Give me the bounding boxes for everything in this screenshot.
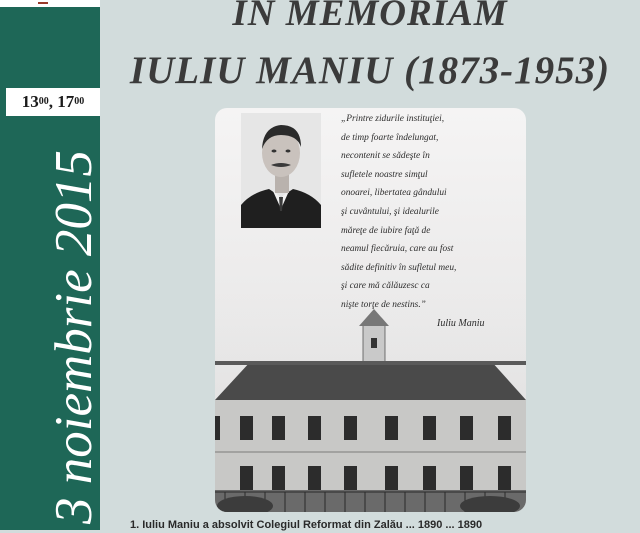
quote-line: măreţe de iubire faţă de [341,225,431,236]
quote-line: de timp foarte îndelungat, [341,132,439,143]
quote-line: neamul fiecăruia, care au fost [341,244,454,255]
quote-line: necontenit se sădeşte în [341,151,430,162]
quote-line: „Printre zidurile instituţiei, [341,114,445,124]
footnote: 1. Iuliu Maniu a absolvit Colegiul Reformat din Zalău ... 1890 ... 1890 [130,519,483,531]
logo-mark [38,2,48,4]
time-separator: , 17 [48,92,75,111]
event-date: 3 noiembrie 2015 [45,150,103,524]
time-main: 13 [21,92,39,111]
time-badge [6,88,100,116]
portrait-photo [241,113,321,228]
quote-line: nişte torţe de nestins.” [341,299,426,310]
quote-text [341,110,526,315]
sidebar [0,0,103,530]
logo-strip [0,0,100,7]
time-sup-1: 00 [38,95,49,107]
memorial-card [215,108,526,512]
quote-line: onoarei, libertatea gândului [341,188,447,199]
quote-line: şi cuvântului, şi idealurile [341,206,439,217]
quote-line: sufletele noastre simţul [341,169,428,180]
quote-line: sădite definitiv în sufletul meu, [341,262,457,273]
time-sup-2: 00 [74,95,85,107]
title-line-2: IULIU MANIU (1873-1953) [129,49,611,92]
title-line-1: IN MEMORIAM [232,0,508,34]
quote-author: Iuliu Maniu [437,318,485,329]
quote-line: şi care mă călăuzesc ca [341,281,430,292]
